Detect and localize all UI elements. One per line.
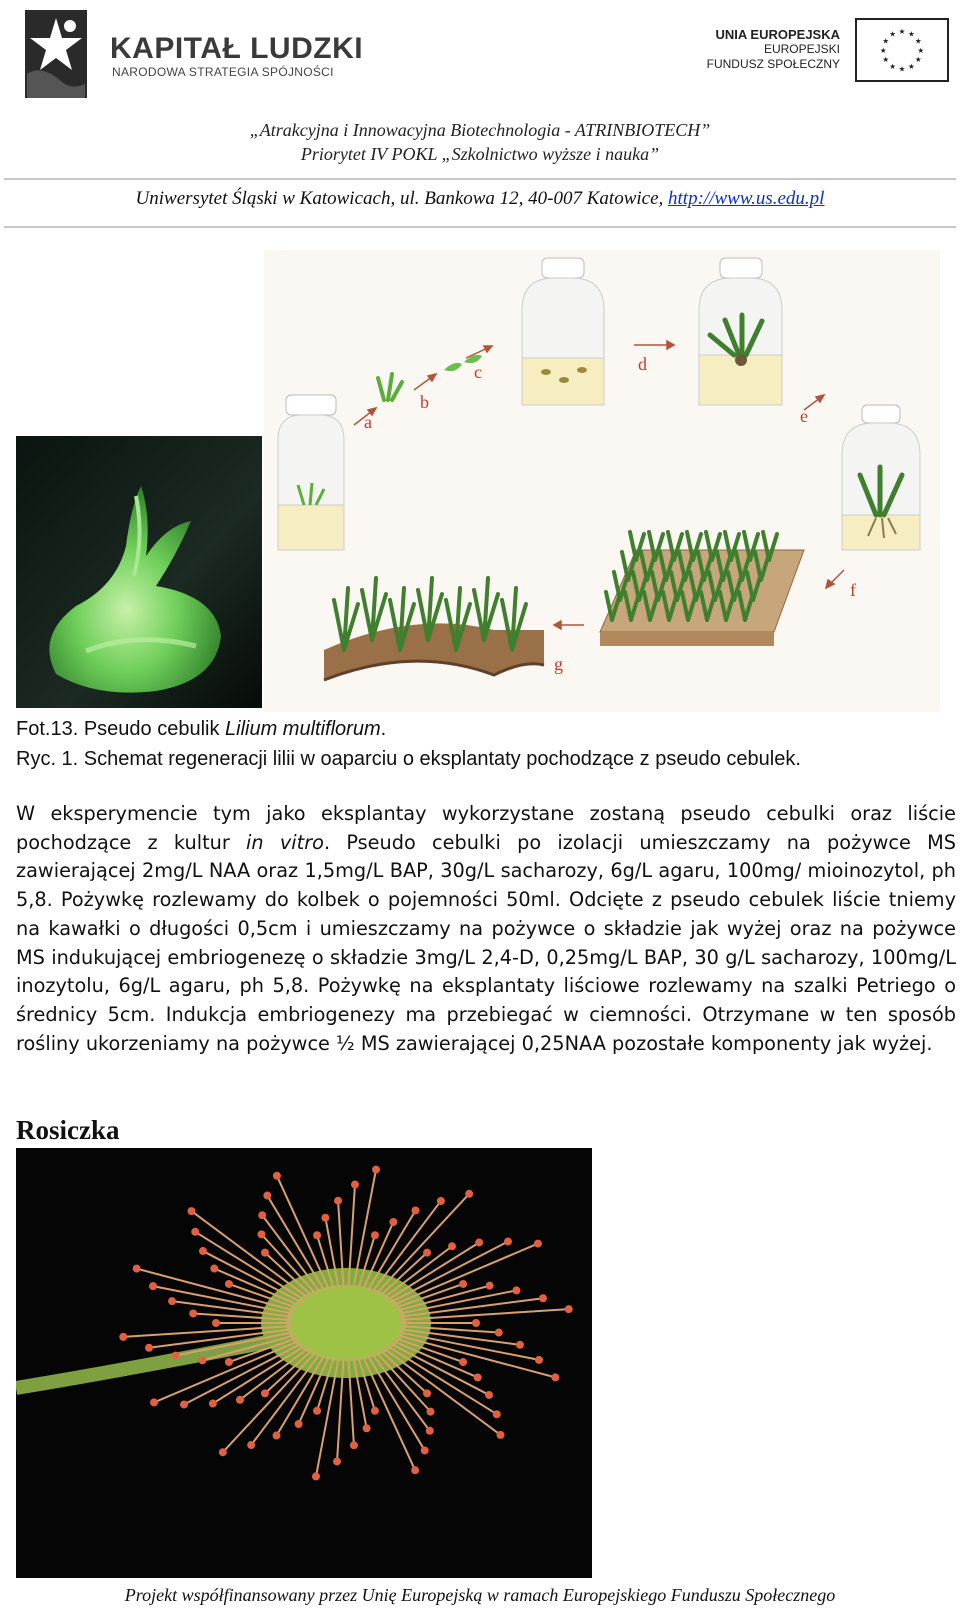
dew-drop	[333, 1457, 341, 1465]
eu-star-icon: ★	[889, 62, 896, 72]
dew-drop	[219, 1448, 227, 1456]
address-text: Uniwersytet Śląski w Katowicach, ul. Bankowa 12, 40-007 Katowice,	[135, 188, 664, 209]
dew-drop	[257, 1230, 265, 1238]
dew-drop	[423, 1249, 431, 1257]
eu-star-icon: ★	[914, 36, 922, 46]
dew-drop	[512, 1286, 520, 1294]
dew-drop	[371, 1231, 379, 1239]
dew-drop	[534, 1240, 542, 1248]
dew-drop	[371, 1407, 379, 1415]
dew-drop	[372, 1166, 380, 1174]
kapital-ludzki-title: KAPITAŁ LUDZKI	[110, 32, 364, 65]
dew-drop	[263, 1192, 271, 1200]
dew-drop	[472, 1319, 480, 1327]
dew-drop	[426, 1427, 434, 1435]
body-paragraph: W eksperymencie tym jako eksplantay wykorzystane zostaną pseudo cebulki oraz liście pochodzące z kultur in vitro. Pseudo cebulki po izolacji umieszczamy na pożywce MS zawierającej 2mg/L NAA oraz 1,5mg/L BAP, 30g/L sacharozy, 6g/L agaru, 100mg/ mioinozytol, ph 5,8. Pożywkę rozlewamy do kolbek o pojemności 50ml. Odcięte z pseudo cebulek liście tniemy na kawałki o długości 0,5cm i umieszczamy na pożywce o składzie jak wyżej oraz na pożywce MS indukującej embriogenezę o składzie 3mg/L 2,4-D, 0,25mg/L BAP, 30 g/L sacharozy, 100mg/L inozytolu, 6g/L agaru, ph 5,8. Pożywkę na eksplantaty liściowe rozlewamy na szalki Petriego o średnicy 5cm. Indukcja embriogenezy ma przebiegać w ciemności. Otrzymane w ten sposób rośliny ukorzeniamy na pożywce ½ MS zawierającej 0,25NAA pozostałe komponenty jak wyżej.	[16, 802, 956, 1055]
dew-drop	[236, 1396, 244, 1404]
dew-drop	[551, 1373, 559, 1381]
dew-drop	[149, 1282, 157, 1290]
eu-star-icon: ★	[914, 55, 922, 65]
dew-drop	[225, 1358, 233, 1366]
dew-drop	[191, 1228, 199, 1236]
eu-star-icon: ★	[882, 55, 890, 65]
eu-star-icon: ★	[882, 36, 890, 46]
dew-drop	[465, 1190, 473, 1198]
dew-drop	[168, 1297, 176, 1305]
eu-star-icon: ★	[898, 64, 906, 74]
dew-drop	[459, 1358, 467, 1366]
dew-drop	[411, 1206, 419, 1214]
dew-drop	[258, 1211, 266, 1219]
culture-jar-1	[278, 395, 344, 550]
scheme-label-g: g	[554, 654, 563, 674]
dew-drop	[180, 1400, 188, 1408]
dew-drop	[172, 1352, 180, 1360]
dew-drop	[295, 1420, 303, 1428]
eu-star-icon: ★	[917, 45, 925, 55]
dew-drop	[363, 1424, 371, 1432]
dew-drop	[198, 1356, 206, 1364]
dew-drop	[187, 1207, 195, 1215]
project-priority: Priorytet IV POKL „Szkolnictwo wyższe i nauka”	[300, 144, 660, 164]
eu-star-icon: ★	[879, 45, 887, 55]
dew-drop	[321, 1214, 329, 1222]
dew-drop	[199, 1247, 207, 1255]
dew-drop	[485, 1391, 493, 1399]
dew-drop	[313, 1231, 321, 1239]
dew-drop	[273, 1432, 281, 1440]
university-link[interactable]: http://www.us.edu.pl	[668, 188, 825, 209]
scheme-label-c: c	[474, 362, 482, 382]
dew-drop	[350, 1441, 358, 1449]
dew-drop	[313, 1407, 321, 1415]
dew-drop	[411, 1466, 419, 1474]
scheme-label-d: d	[638, 354, 647, 374]
dew-drop	[493, 1410, 501, 1418]
dew-drop	[437, 1197, 445, 1205]
dew-drop	[351, 1181, 359, 1189]
dew-drop	[261, 1249, 269, 1257]
header-divider	[4, 178, 956, 180]
sundew-photo	[16, 1148, 592, 1578]
eu-logo-line1: UNIA EUROPEJSKA	[715, 27, 840, 42]
dew-drop	[497, 1431, 505, 1439]
eu-star-icon: ★	[908, 62, 915, 72]
scheme-caption: Ryc. 1. Schemat regeneracji lilii w oaparciu o eksplantaty pochodzące z pseudo cebulek.	[16, 748, 801, 770]
project-title: „Atrakcyjna i Innowacyjna Biotechnologia - ATRINBIOTECH”	[249, 120, 711, 140]
dew-drop	[312, 1472, 320, 1480]
dew-drop	[504, 1238, 512, 1246]
lily-regeneration-scheme	[264, 250, 940, 712]
footer-text: Projekt współfinansowany przez Unię Europejską w ramach Europejskiego Funduszu Społecznego	[124, 1585, 836, 1605]
dew-drop	[459, 1280, 467, 1288]
dew-drop	[212, 1319, 220, 1327]
dew-drop	[421, 1446, 429, 1454]
scheme-label-a: a	[364, 412, 372, 432]
eu-logo-text	[690, 27, 840, 72]
dew-drop	[133, 1265, 141, 1273]
dew-drop	[389, 1218, 397, 1226]
scheme-label-b: b	[420, 392, 429, 412]
dew-drop	[565, 1305, 573, 1313]
pseudo-bulb-photo	[16, 436, 262, 708]
dew-drop	[210, 1265, 218, 1273]
dew-drop	[247, 1441, 255, 1449]
eu-flag-icon	[855, 18, 949, 82]
dew-drop	[189, 1309, 197, 1317]
dew-drop	[475, 1238, 483, 1246]
dew-drop	[273, 1172, 281, 1180]
university-address	[0, 188, 960, 210]
scheme-label-e: e	[800, 406, 808, 426]
eu-logo-line2: EUROPEJSKI	[763, 42, 840, 56]
eu-star-icon: ★	[898, 27, 906, 37]
dew-drop	[516, 1341, 524, 1349]
header-divider-2	[4, 226, 956, 228]
eu-logo-line3: FUNDUSZ SPOŁECZNY	[706, 57, 840, 71]
dew-drop	[448, 1242, 456, 1250]
dew-drop	[119, 1333, 127, 1341]
eu-star-icon: ★	[908, 29, 915, 39]
dew-drop	[427, 1408, 435, 1416]
dew-drop	[261, 1389, 269, 1397]
dew-drop	[334, 1197, 342, 1205]
dew-drop	[474, 1373, 482, 1381]
dew-drop	[535, 1356, 543, 1364]
dew-drop	[150, 1398, 158, 1406]
section-heading: Rosiczka	[16, 1115, 120, 1145]
dew-drop	[539, 1294, 547, 1302]
eu-star-icon: ★	[889, 29, 896, 39]
dew-drop	[423, 1389, 431, 1397]
dew-drop	[225, 1280, 233, 1288]
dew-drop	[209, 1400, 217, 1408]
scheme-label-f: f	[850, 580, 856, 600]
dew-drop	[495, 1329, 503, 1337]
dew-drop	[486, 1282, 494, 1290]
kapital-ludzki-subtitle: NARODOWA STRATEGIA SPÓJNOŚCI	[112, 65, 334, 79]
photo-caption: Fot.13. Pseudo cebulik Lilium multiflorum.	[16, 718, 387, 740]
dew-drop	[145, 1344, 153, 1352]
